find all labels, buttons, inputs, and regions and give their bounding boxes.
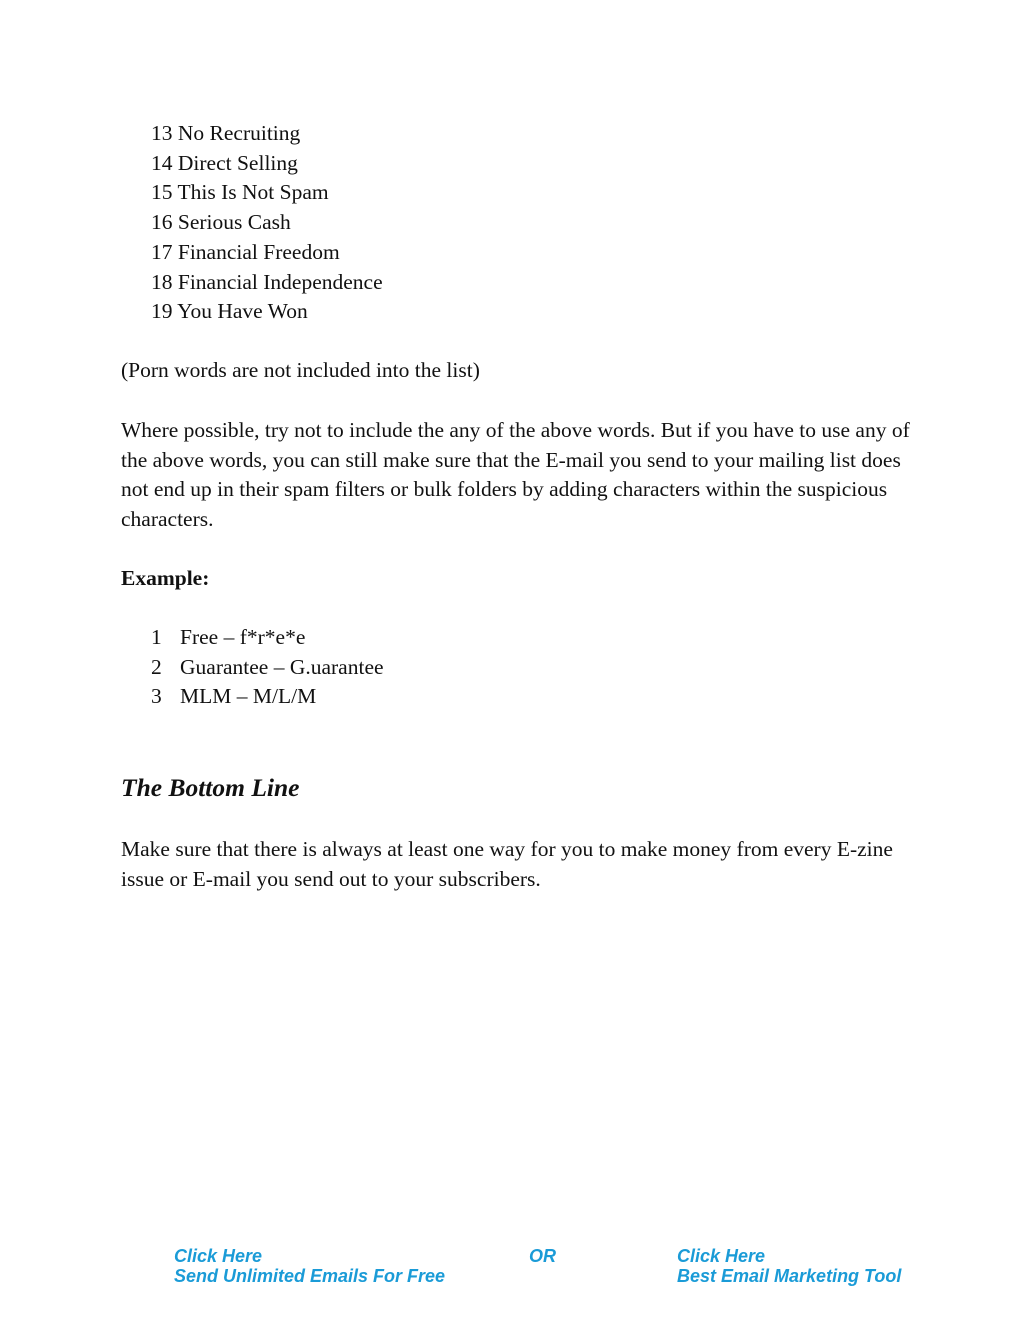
list-item: 14 Direct Selling — [151, 150, 298, 175]
best-email-marketing-tool-link[interactable] — [677, 1246, 901, 1286]
example-label: Example: — [121, 566, 210, 590]
list-item: 16 Serious Cash — [151, 210, 291, 235]
list-item: 18 Financial Independence — [151, 269, 383, 294]
list-item — [151, 682, 384, 712]
list-item: 17 Financial Freedom — [151, 239, 340, 264]
list-item-number: 1 — [151, 625, 162, 649]
list-item: 19 You Have Won — [151, 299, 308, 324]
list-item: 13 No Recruiting — [151, 121, 301, 145]
list-item: 15 This Is Not Spam — [151, 180, 329, 205]
example-list — [151, 623, 384, 712]
list-item-text: MLM – M/L/M — [180, 684, 317, 709]
bottom-line-paragraph: Make sure that there is always at least one way for you to make money from every E-zine issue or E-mail you send out to your subscribers. — [121, 837, 893, 891]
section-heading: The Bottom Line — [121, 773, 300, 802]
list-item-number: 3 — [151, 684, 162, 709]
link-line-click-here: Click Here — [677, 1246, 766, 1266]
list-item-text: Guarantee – G.uarantee — [180, 654, 384, 679]
link-line-description: Best Email Marketing Tool — [677, 1266, 902, 1286]
list-item-text: Free – f*r*e*e — [180, 625, 306, 649]
list-item-number: 2 — [151, 654, 162, 679]
link-line-click-here: Click Here — [174, 1246, 263, 1266]
footer-or-separator: OR — [529, 1246, 556, 1266]
list-item — [151, 653, 384, 683]
list-item — [151, 623, 384, 653]
note-paragraph: (Porn words are not included into the list) — [121, 358, 480, 382]
spam-words-list — [151, 119, 383, 327]
send-unlimited-emails-link[interactable] — [174, 1246, 445, 1286]
advice-paragraph: Where possible, try not to include the any of the above words. But if you have to use any of the above words, you can still make sure that the E-mail you send to your mailing list does not end up in their spam filters or bulk folders by adding characters within the suspicious characters. — [121, 418, 910, 532]
link-line-description: Send Unlimited Emails For Free — [174, 1266, 446, 1286]
